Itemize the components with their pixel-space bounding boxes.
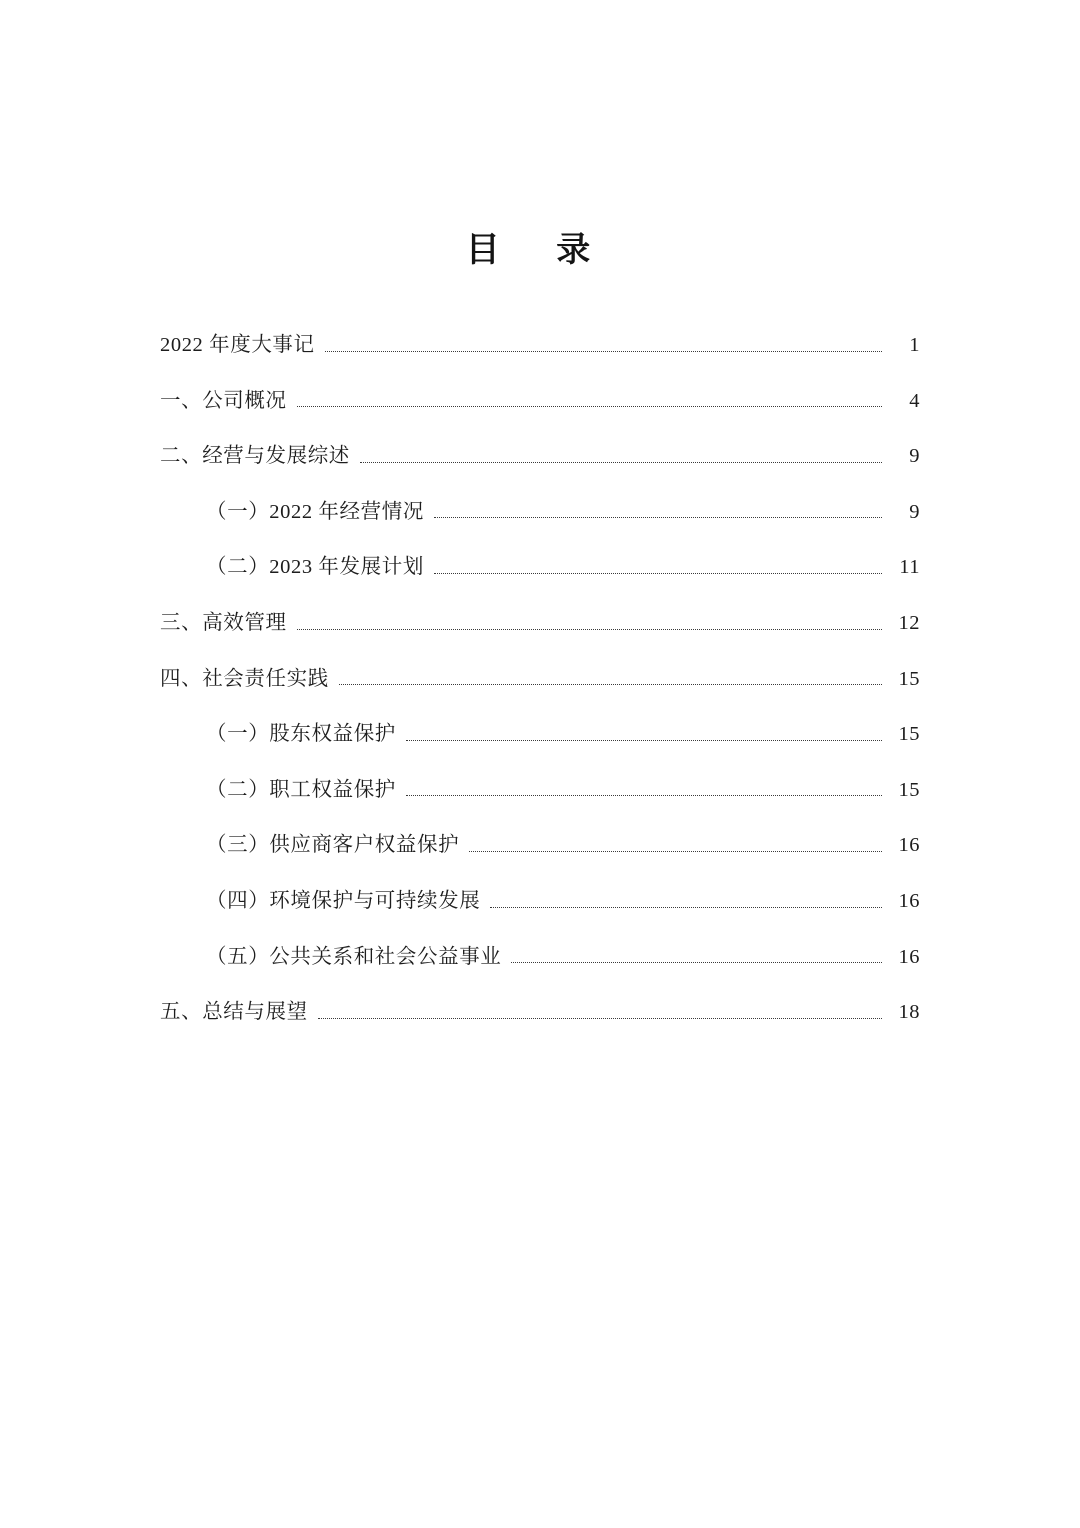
toc-entry-page-number: 4 [909, 389, 920, 412]
toc-leader-dots [434, 573, 882, 574]
toc-leader-dots [406, 740, 882, 741]
toc-leader-dots [511, 962, 882, 963]
toc-entry-page-number: 9 [909, 500, 920, 523]
toc-entry-label: （二）2023 年发展计划 [206, 556, 424, 579]
toc-entry[interactable] [160, 833, 920, 858]
toc-entry[interactable] [160, 889, 920, 914]
toc-entry[interactable] [160, 667, 920, 692]
toc-entry[interactable] [160, 555, 920, 580]
toc-entry-label: 五、总结与展望 [160, 1001, 308, 1024]
toc-entry[interactable] [160, 611, 920, 636]
toc-entry-page-number: 11 [899, 556, 920, 579]
toc-entry[interactable] [160, 389, 920, 414]
toc-entry-page-number: 15 [898, 723, 920, 746]
toc-entry-page-number: 15 [898, 667, 920, 690]
toc-leader-dots [297, 406, 882, 407]
toc-entry-page-number: 16 [898, 889, 920, 912]
toc-entry-page-number: 9 [909, 445, 920, 468]
toc-entry[interactable] [160, 778, 920, 803]
toc-entry-page-number: 18 [898, 1001, 920, 1024]
toc-entry-page-number: 12 [898, 611, 920, 634]
toc-entry-page-number: 16 [898, 945, 920, 968]
toc-leader-dots [490, 907, 882, 908]
toc-leader-dots [469, 851, 882, 852]
toc-entry[interactable] [160, 722, 920, 747]
table-of-contents [160, 333, 920, 1025]
toc-entry[interactable] [160, 500, 920, 525]
toc-entry-label: （一）2022 年经营情况 [206, 500, 424, 523]
toc-entry[interactable] [160, 333, 920, 358]
toc-leader-dots [297, 629, 882, 630]
toc-leader-dots [406, 795, 882, 796]
toc-entry-label: 三、高效管理 [160, 611, 287, 634]
toc-leader-dots [434, 517, 882, 518]
page-title: 目 录 [465, 232, 615, 269]
toc-entry-label: （五）公共关系和社会公益事业 [206, 945, 502, 968]
toc-entry-page-number: 1 [909, 334, 920, 356]
toc-entry-label: （三）供应商客户权益保护 [206, 834, 460, 857]
toc-leader-dots [339, 684, 882, 685]
toc-entry-label: （一）股东权益保护 [206, 723, 396, 746]
toc-entry-label: 二、经营与发展综述 [160, 445, 350, 468]
toc-entry[interactable] [160, 1000, 920, 1025]
toc-entry-page-number: 16 [898, 834, 920, 857]
toc-entry[interactable] [160, 945, 920, 970]
toc-leader-dots [318, 1018, 882, 1019]
toc-entry-label: 一、公司概况 [160, 389, 287, 412]
toc-entry-label: （二）职工权益保护 [206, 778, 396, 801]
toc-entry-page-number: 15 [898, 778, 920, 801]
toc-entry-label: 四、社会责任实践 [160, 667, 329, 690]
toc-entry-label: （四）环境保护与可持续发展 [206, 889, 481, 912]
toc-leader-dots [360, 462, 882, 463]
toc-entry[interactable] [160, 444, 920, 469]
toc-leader-dots [325, 351, 882, 352]
toc-entry-label: 2022 年度大事记 [160, 334, 315, 356]
